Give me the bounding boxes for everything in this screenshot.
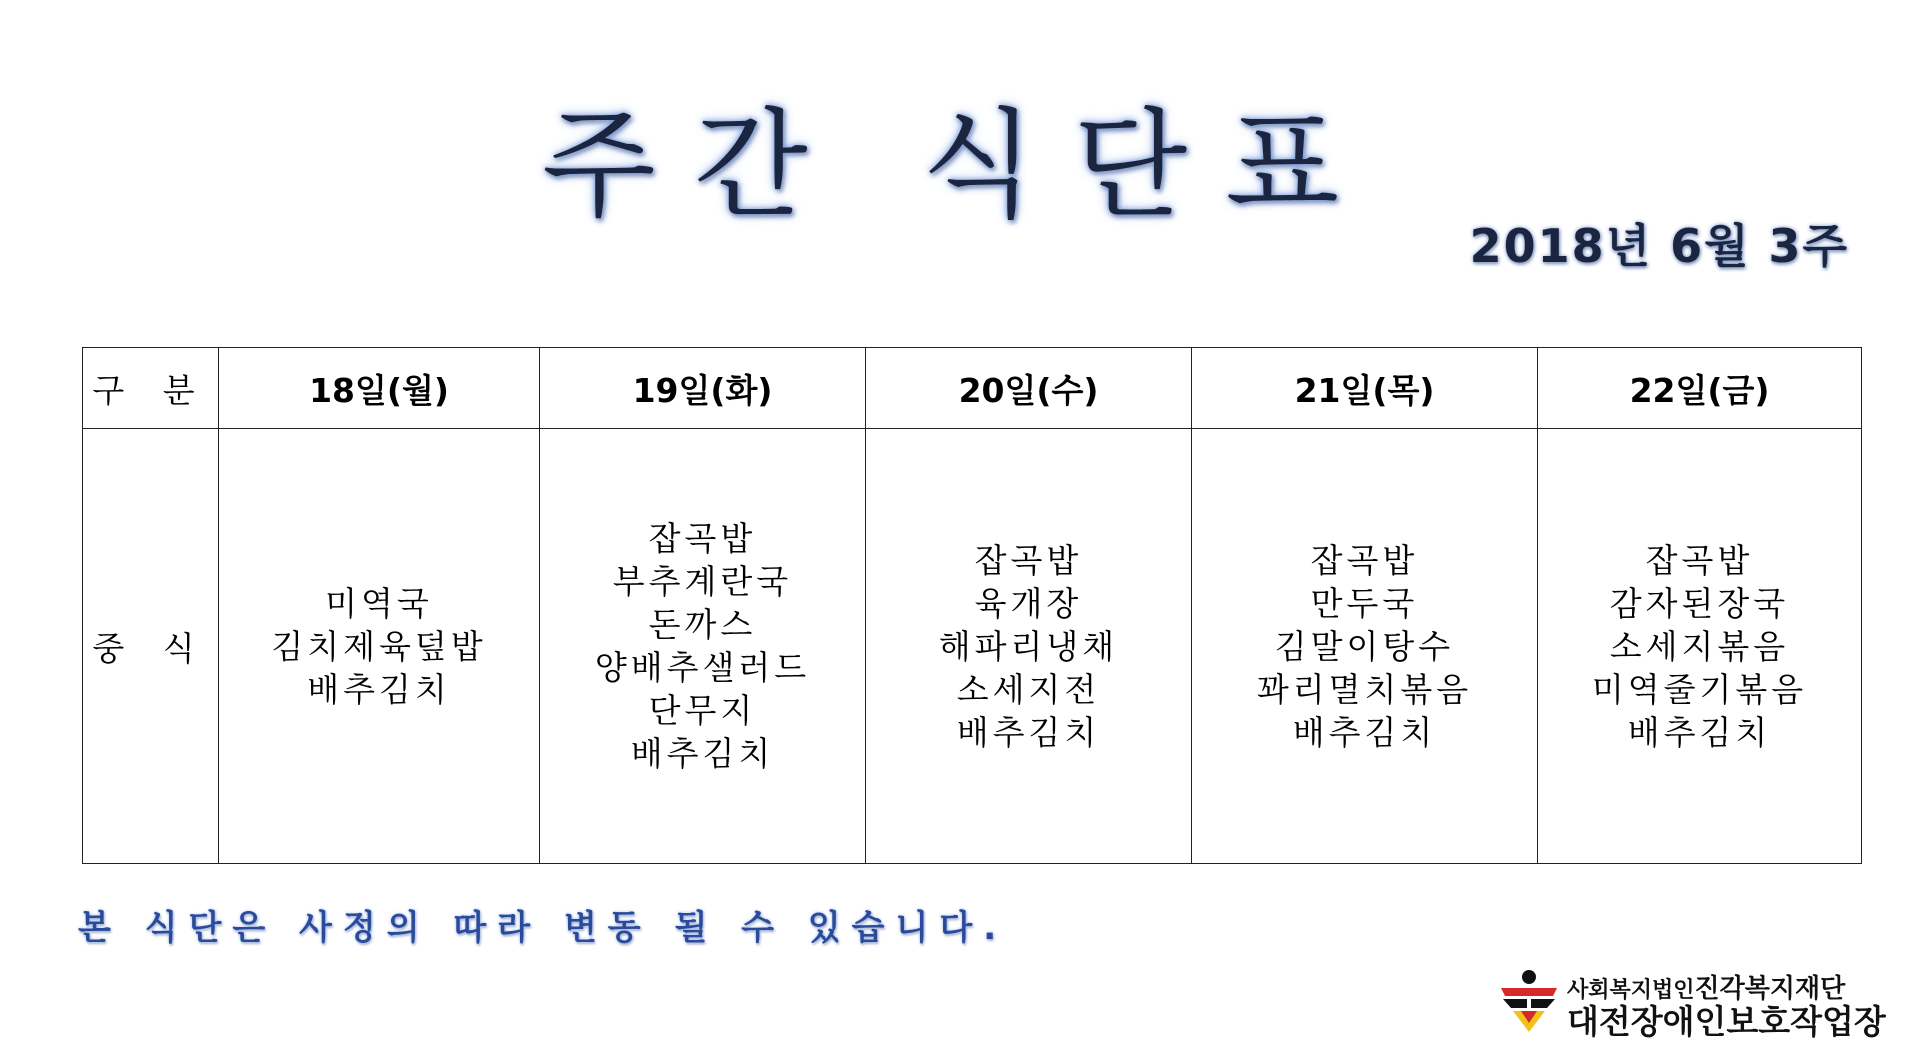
menu-item: 부추계란국 xyxy=(612,562,793,601)
logo-foundation-title: 진각복지재단 xyxy=(1694,974,1846,1004)
category-header: 구 분 xyxy=(83,348,219,429)
menu-item: 잡곡밥 xyxy=(648,519,757,558)
menu-item: 미역국 xyxy=(325,583,433,623)
menu-cell-thu xyxy=(1192,429,1538,864)
menu-item: 잡곡밥 xyxy=(1310,540,1419,580)
menu-item: 감자된장국 xyxy=(1609,583,1790,623)
week-label: 2018년 6월 3주 xyxy=(1469,219,1849,273)
menu-item: 미역줄기볶음 xyxy=(1591,669,1808,709)
menu-item: 소세지볶음 xyxy=(1609,626,1790,666)
menu-item: 소세지전 xyxy=(956,669,1101,709)
menu-item: 배추김치 xyxy=(1292,712,1437,752)
menu-item: 잡곡밥 xyxy=(974,540,1083,580)
weekly-menu-table xyxy=(82,347,1862,864)
menu-cell-tue xyxy=(540,429,866,864)
menu-cell-mon xyxy=(219,429,540,864)
menu-item: 잡곡밥 xyxy=(1645,540,1754,580)
logo-workshop-name: 대전장애인보호작업장 xyxy=(1567,1002,1886,1041)
menu-item: 김치제육덮밥 xyxy=(271,626,487,666)
day-header: 19일(화) xyxy=(540,348,866,429)
day-header: 22일(금) xyxy=(1538,348,1862,429)
logo-foundation-type: 사회복지법인 xyxy=(1567,978,1695,1003)
menu-item: 양배추샐러드 xyxy=(594,648,811,687)
day-header: 18일(월) xyxy=(219,348,540,429)
menu-cell-wed xyxy=(866,429,1192,864)
menu-item: 돈까스 xyxy=(648,605,757,644)
page-title: 주간 식단표 xyxy=(541,96,1378,234)
menu-item: 배추김치 xyxy=(630,734,775,773)
menu-item: 배추김치 xyxy=(1627,712,1772,752)
table-header-row xyxy=(83,348,1862,429)
menu-item: 만두국 xyxy=(1310,583,1419,623)
organization-emblem-icon xyxy=(1497,968,1561,1034)
menu-item: 배추김치 xyxy=(956,712,1101,752)
menu-item: 해파리냉채 xyxy=(938,626,1119,666)
menu-item: 꽈리멸치볶음 xyxy=(1256,669,1473,709)
day-header: 21일(목) xyxy=(1192,348,1538,429)
menu-item: 김말이탕수 xyxy=(1274,626,1455,666)
lunch-label: 중 식 xyxy=(83,429,219,864)
menu-item: 육개장 xyxy=(974,583,1083,623)
menu-item: 단무지 xyxy=(648,691,757,730)
menu-item: 배추김치 xyxy=(307,669,451,709)
lunch-row xyxy=(83,429,1862,864)
day-header: 20일(수) xyxy=(866,348,1192,429)
organization-logo xyxy=(1497,968,1886,1041)
notice-text: 본 식단은 사정의 따라 변동 될 수 있습니다. xyxy=(78,908,1008,948)
menu-cell-fri xyxy=(1538,429,1862,864)
